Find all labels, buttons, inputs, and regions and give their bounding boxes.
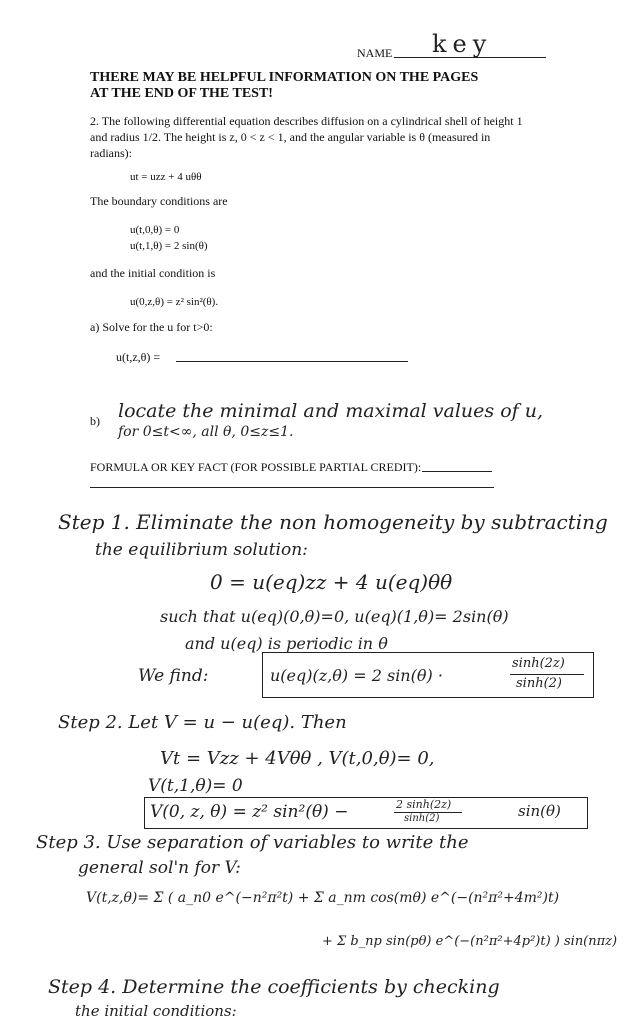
step1-result: u(eq)(z,θ) = 2 sin(θ) · xyxy=(270,666,443,685)
step1-periodic: and u(eq) is periodic in θ xyxy=(185,634,388,653)
step1-fraction-denominator: sinh(2) xyxy=(516,676,562,691)
notice-line-1: THERE MAY BE HELPFUL INFORMATION ON THE PAGES xyxy=(90,70,479,85)
step1-find: We find: xyxy=(138,666,209,686)
bc-1: u(t,0,θ) = 0 xyxy=(130,224,180,236)
bc-2: u(t,1,θ) = 2 sin(θ) xyxy=(130,240,208,252)
name-label: NAME xyxy=(357,46,393,60)
formula-line-1[interactable] xyxy=(422,471,492,472)
part-b-line-2: for 0≤t<∞, all θ, 0≤z≤1. xyxy=(118,424,294,440)
answer-line[interactable] xyxy=(176,361,408,362)
ic-equation: u(0,z,θ) = z² sin²(θ). xyxy=(130,296,219,308)
step3-equation: V(t,z,θ)= Σ ( a_n0 e^(−n²π²t) + Σ a_nm cos(mθ) e^(−(n²π²+4m²)t) xyxy=(86,890,560,906)
formula-label: FORMULA OR KEY FACT (FOR POSSIBLE PARTIAL CREDIT): xyxy=(90,460,422,474)
step2-ic-denominator: sinh(2) xyxy=(404,813,440,824)
step1-line-2: the equilibrium solution: xyxy=(95,540,308,560)
answer-label: u(t,z,θ) = xyxy=(116,350,161,364)
pde-equation: ut = uzz + 4 uθθ xyxy=(130,171,202,183)
step1-fraction-numerator: sinh(2z) xyxy=(512,656,565,671)
step2-line-1: Step 2. Let V = u − u(eq). Then xyxy=(58,712,347,733)
step3-equation-2: + Σ b_np sin(pθ) e^(−(n²π²+4p²)t) ) sin(nπz) xyxy=(322,934,618,949)
step2-bc: V(t,1,θ)= 0 xyxy=(148,776,243,796)
notice-line-2: AT THE END OF THE TEST! xyxy=(90,86,273,101)
problem-intro-2: and radius 1/2. The height is z, 0 < z < 1, and the angular variable is θ (measured in xyxy=(90,130,491,144)
part-b-label: b) xyxy=(90,414,100,428)
step2-ic-tail: sin(θ) xyxy=(518,802,561,820)
step2-ic-numerator: 2 sinh(2z) xyxy=(396,798,452,811)
step3-line-2: general sol'n for V: xyxy=(78,858,241,878)
part-a: a) Solve for the u for t>0: xyxy=(90,320,213,334)
part-b-line-1: locate the minimal and maximal values of u, xyxy=(118,400,543,422)
step4-line-2: the initial conditions: xyxy=(75,1002,237,1020)
step2-ic: V(0, z, θ) = z² sin²(θ) − xyxy=(150,802,349,822)
bc-label: The boundary conditions are xyxy=(90,194,228,208)
formula-line-2[interactable] xyxy=(90,487,494,488)
step1-line-1: Step 1. Eliminate the non homogeneity by subtracting xyxy=(58,510,608,534)
name-handwritten: key xyxy=(432,30,493,58)
ic-label: and the initial condition is xyxy=(90,266,216,280)
problem-intro-1: 2. The following differential equation describes diffusion on a cylindrical shell of height 1 xyxy=(90,114,523,128)
step2-pde: Vt = Vzz + 4Vθθ , V(t,0,θ)= 0, xyxy=(160,748,435,769)
step3-line-1: Step 3. Use separation of variables to write the xyxy=(36,832,469,853)
step1-fraction-bar xyxy=(510,674,584,675)
step1-equation: 0 = u(eq)zz + 4 u(eq)θθ xyxy=(210,570,453,594)
problem-intro-3: radians): xyxy=(90,146,132,160)
step4-line-1: Step 4. Determine the coefficients by checking xyxy=(48,976,500,998)
step1-such-that: such that u(eq)(0,θ)=0, u(eq)(1,θ)= 2sin(θ) xyxy=(160,607,509,626)
